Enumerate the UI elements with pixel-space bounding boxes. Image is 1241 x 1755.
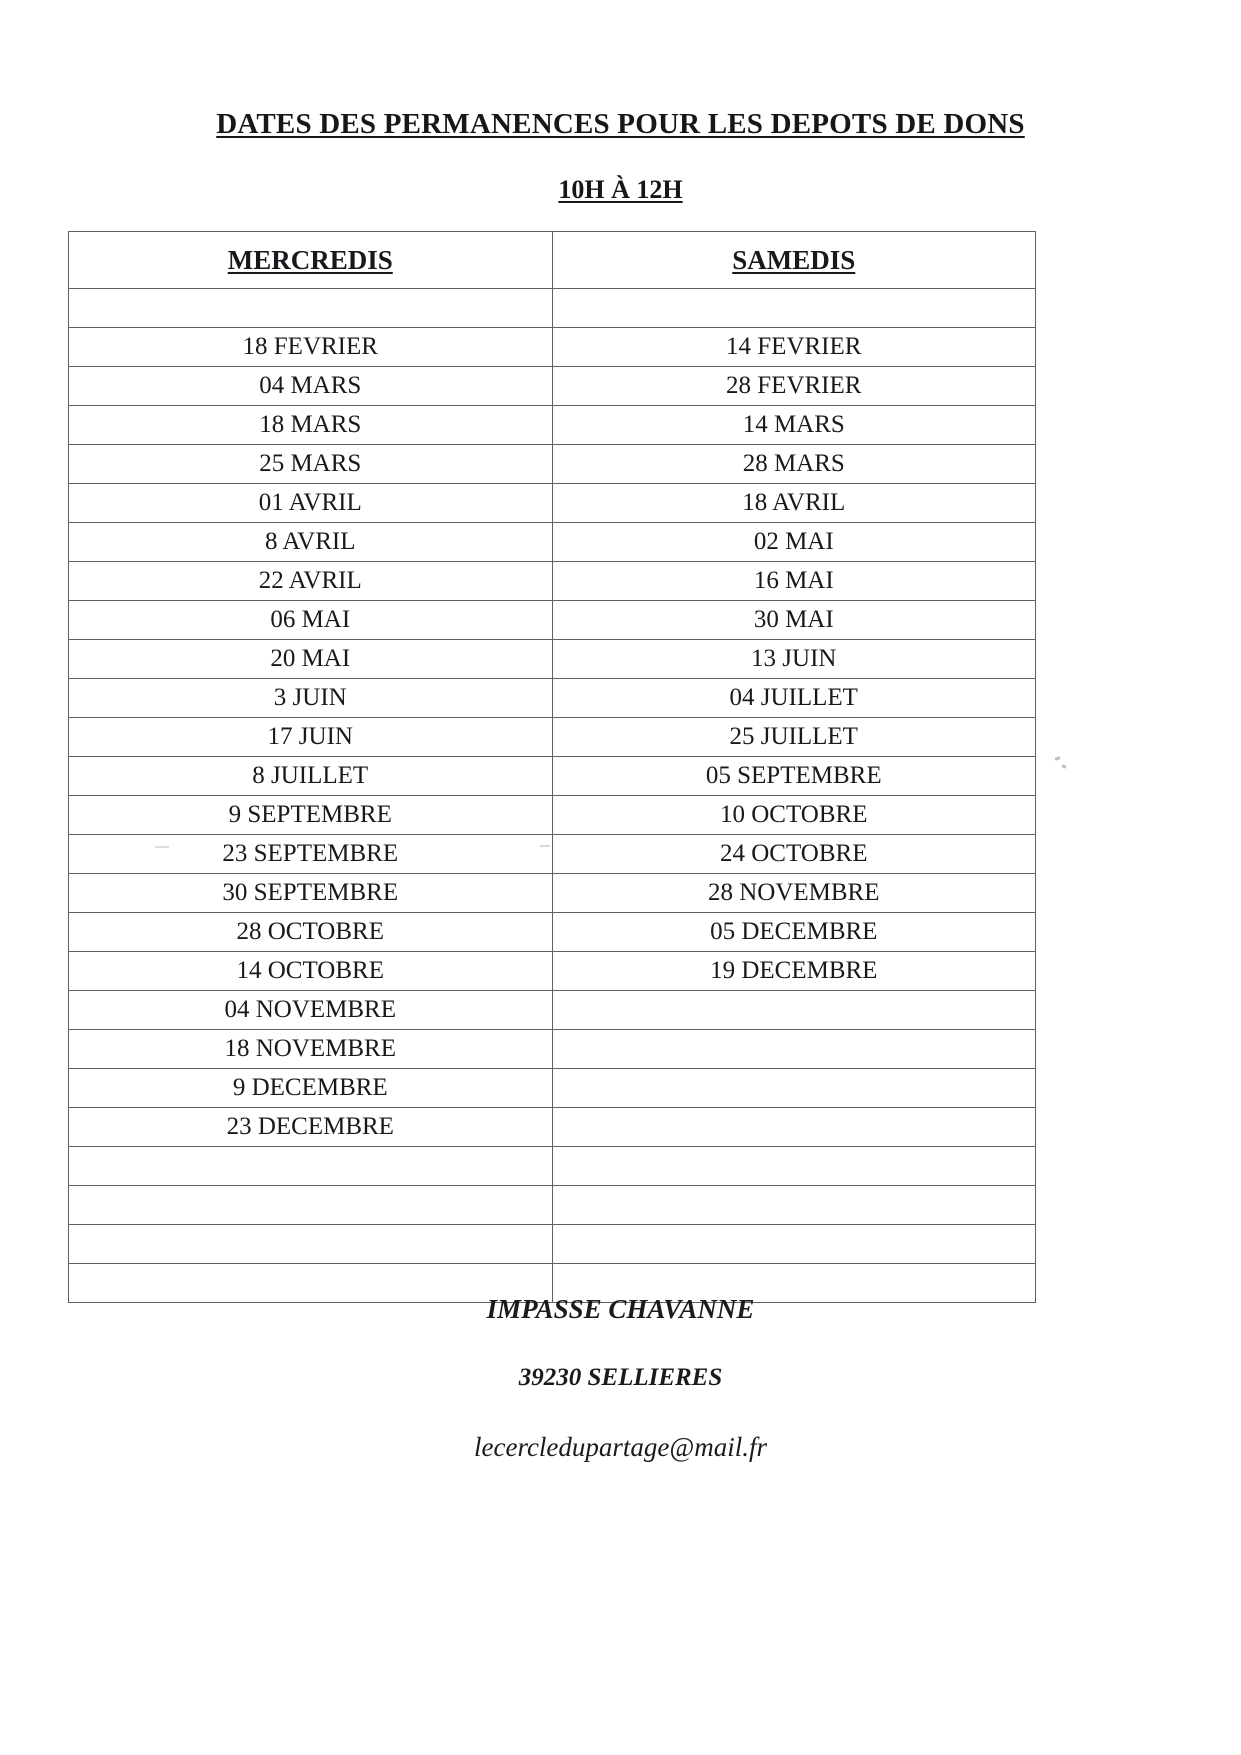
cell-samedi-date: 24 OCTOBRE [552,835,1036,874]
table-row [69,1225,1036,1264]
cell-samedi-date: 28 FEVRIER [552,367,1036,406]
cell-mercredi-date: 23 SEPTEMBRE [69,835,553,874]
cell-mercredi-date: 04 NOVEMBRE [69,991,553,1030]
table-row [69,1186,1036,1225]
table-body [69,289,1036,1303]
cell-samedi-date: 30 MAI [552,601,1036,640]
footer-city: 39230 SELLIERES [518,1364,723,1391]
cell-mercredi-date: 8 AVRIL [69,523,553,562]
table-row [69,718,1036,757]
cell-empty [552,1147,1036,1186]
cell-mercredi-date: 20 MAI [69,640,553,679]
cell-mercredi-date: 25 MARS [69,445,553,484]
cell-mercredi-date: 17 JUIN [69,718,553,757]
cell-empty [552,1069,1036,1108]
table-row [69,1030,1036,1069]
cell-empty [69,1225,553,1264]
cell-samedi-date: 05 SEPTEMBRE [552,757,1036,796]
cell-empty [552,289,1036,328]
cell-mercredi-date: 8 JUILLET [69,757,553,796]
table-row [69,796,1036,835]
cell-samedi-date: 05 DECEMBRE [552,913,1036,952]
cell-mercredi-date: 18 NOVEMBRE [69,1030,553,1069]
scan-speck [1055,756,1061,760]
scan-speck [540,845,550,847]
cell-empty [552,1108,1036,1147]
cell-samedi-date: 02 MAI [552,523,1036,562]
permanences-table [68,231,1036,1303]
cell-samedi-date: 18 AVRIL [552,484,1036,523]
scan-speck [1062,764,1067,768]
cell-empty [69,289,553,328]
cell-samedi-date: 25 JUILLET [552,718,1036,757]
cell-mercredi-date: 30 SEPTEMBRE [69,874,553,913]
table-header-row [69,232,1036,289]
table-row [69,835,1036,874]
cell-mercredi-date: 9 SEPTEMBRE [69,796,553,835]
cell-empty [552,1225,1036,1264]
table-row [69,874,1036,913]
footer-email: lecercledupartage@mail.fr [473,1432,768,1462]
cell-mercredi-date: 06 MAI [69,601,553,640]
table-row [69,367,1036,406]
cell-samedi-date: 04 JUILLET [552,679,1036,718]
table-row [69,952,1036,991]
table-row [69,757,1036,796]
footer-address: IMPASSE CHAVANNE [486,1294,755,1324]
table-row [69,445,1036,484]
cell-samedi-date: 28 MARS [552,445,1036,484]
cell-empty [69,1186,553,1225]
cell-mercredi-date: 14 OCTOBRE [69,952,553,991]
cell-samedi-date: 14 MARS [552,406,1036,445]
table-row [69,328,1036,367]
cell-samedi-date: 10 OCTOBRE [552,796,1036,835]
cell-mercredi-date: 04 MARS [69,367,553,406]
cell-empty [552,991,1036,1030]
cell-mercredi-date: 18 FEVRIER [69,328,553,367]
cell-mercredi-date: 23 DECEMBRE [69,1108,553,1147]
cell-samedi-date: 19 DECEMBRE [552,952,1036,991]
cell-samedi-date: 13 JUIN [552,640,1036,679]
cell-mercredi-date: 3 JUIN [69,679,553,718]
table-row [69,913,1036,952]
cell-empty [69,1147,553,1186]
cell-mercredi-date: 18 MARS [69,406,553,445]
table-row [69,1069,1036,1108]
column-header-mercredis: MERCREDIS [69,232,553,289]
table-header [69,232,1036,289]
cell-samedi-date: 16 MAI [552,562,1036,601]
page-title: DATES DES PERMANENCES POUR LES DEPOTS DE DONS [216,108,1025,140]
cell-mercredi-date: 28 OCTOBRE [69,913,553,952]
cell-empty [552,1186,1036,1225]
page-subtitle: 10H À 12H [558,175,683,204]
table-row [69,289,1036,328]
table-row [69,601,1036,640]
cell-mercredi-date: 22 AVRIL [69,562,553,601]
scan-speck [155,846,169,848]
cell-mercredi-date: 9 DECEMBRE [69,1069,553,1108]
table-row [69,1147,1036,1186]
table-row [69,991,1036,1030]
cell-mercredi-date: 01 AVRIL [69,484,553,523]
table-row [69,406,1036,445]
cell-empty [552,1030,1036,1069]
table-row [69,523,1036,562]
table-row [69,484,1036,523]
table-row [69,1108,1036,1147]
table-row [69,562,1036,601]
cell-samedi-date: 14 FEVRIER [552,328,1036,367]
column-header-samedis: SAMEDIS [552,232,1036,289]
table-row [69,640,1036,679]
table-row [69,679,1036,718]
cell-samedi-date: 28 NOVEMBRE [552,874,1036,913]
